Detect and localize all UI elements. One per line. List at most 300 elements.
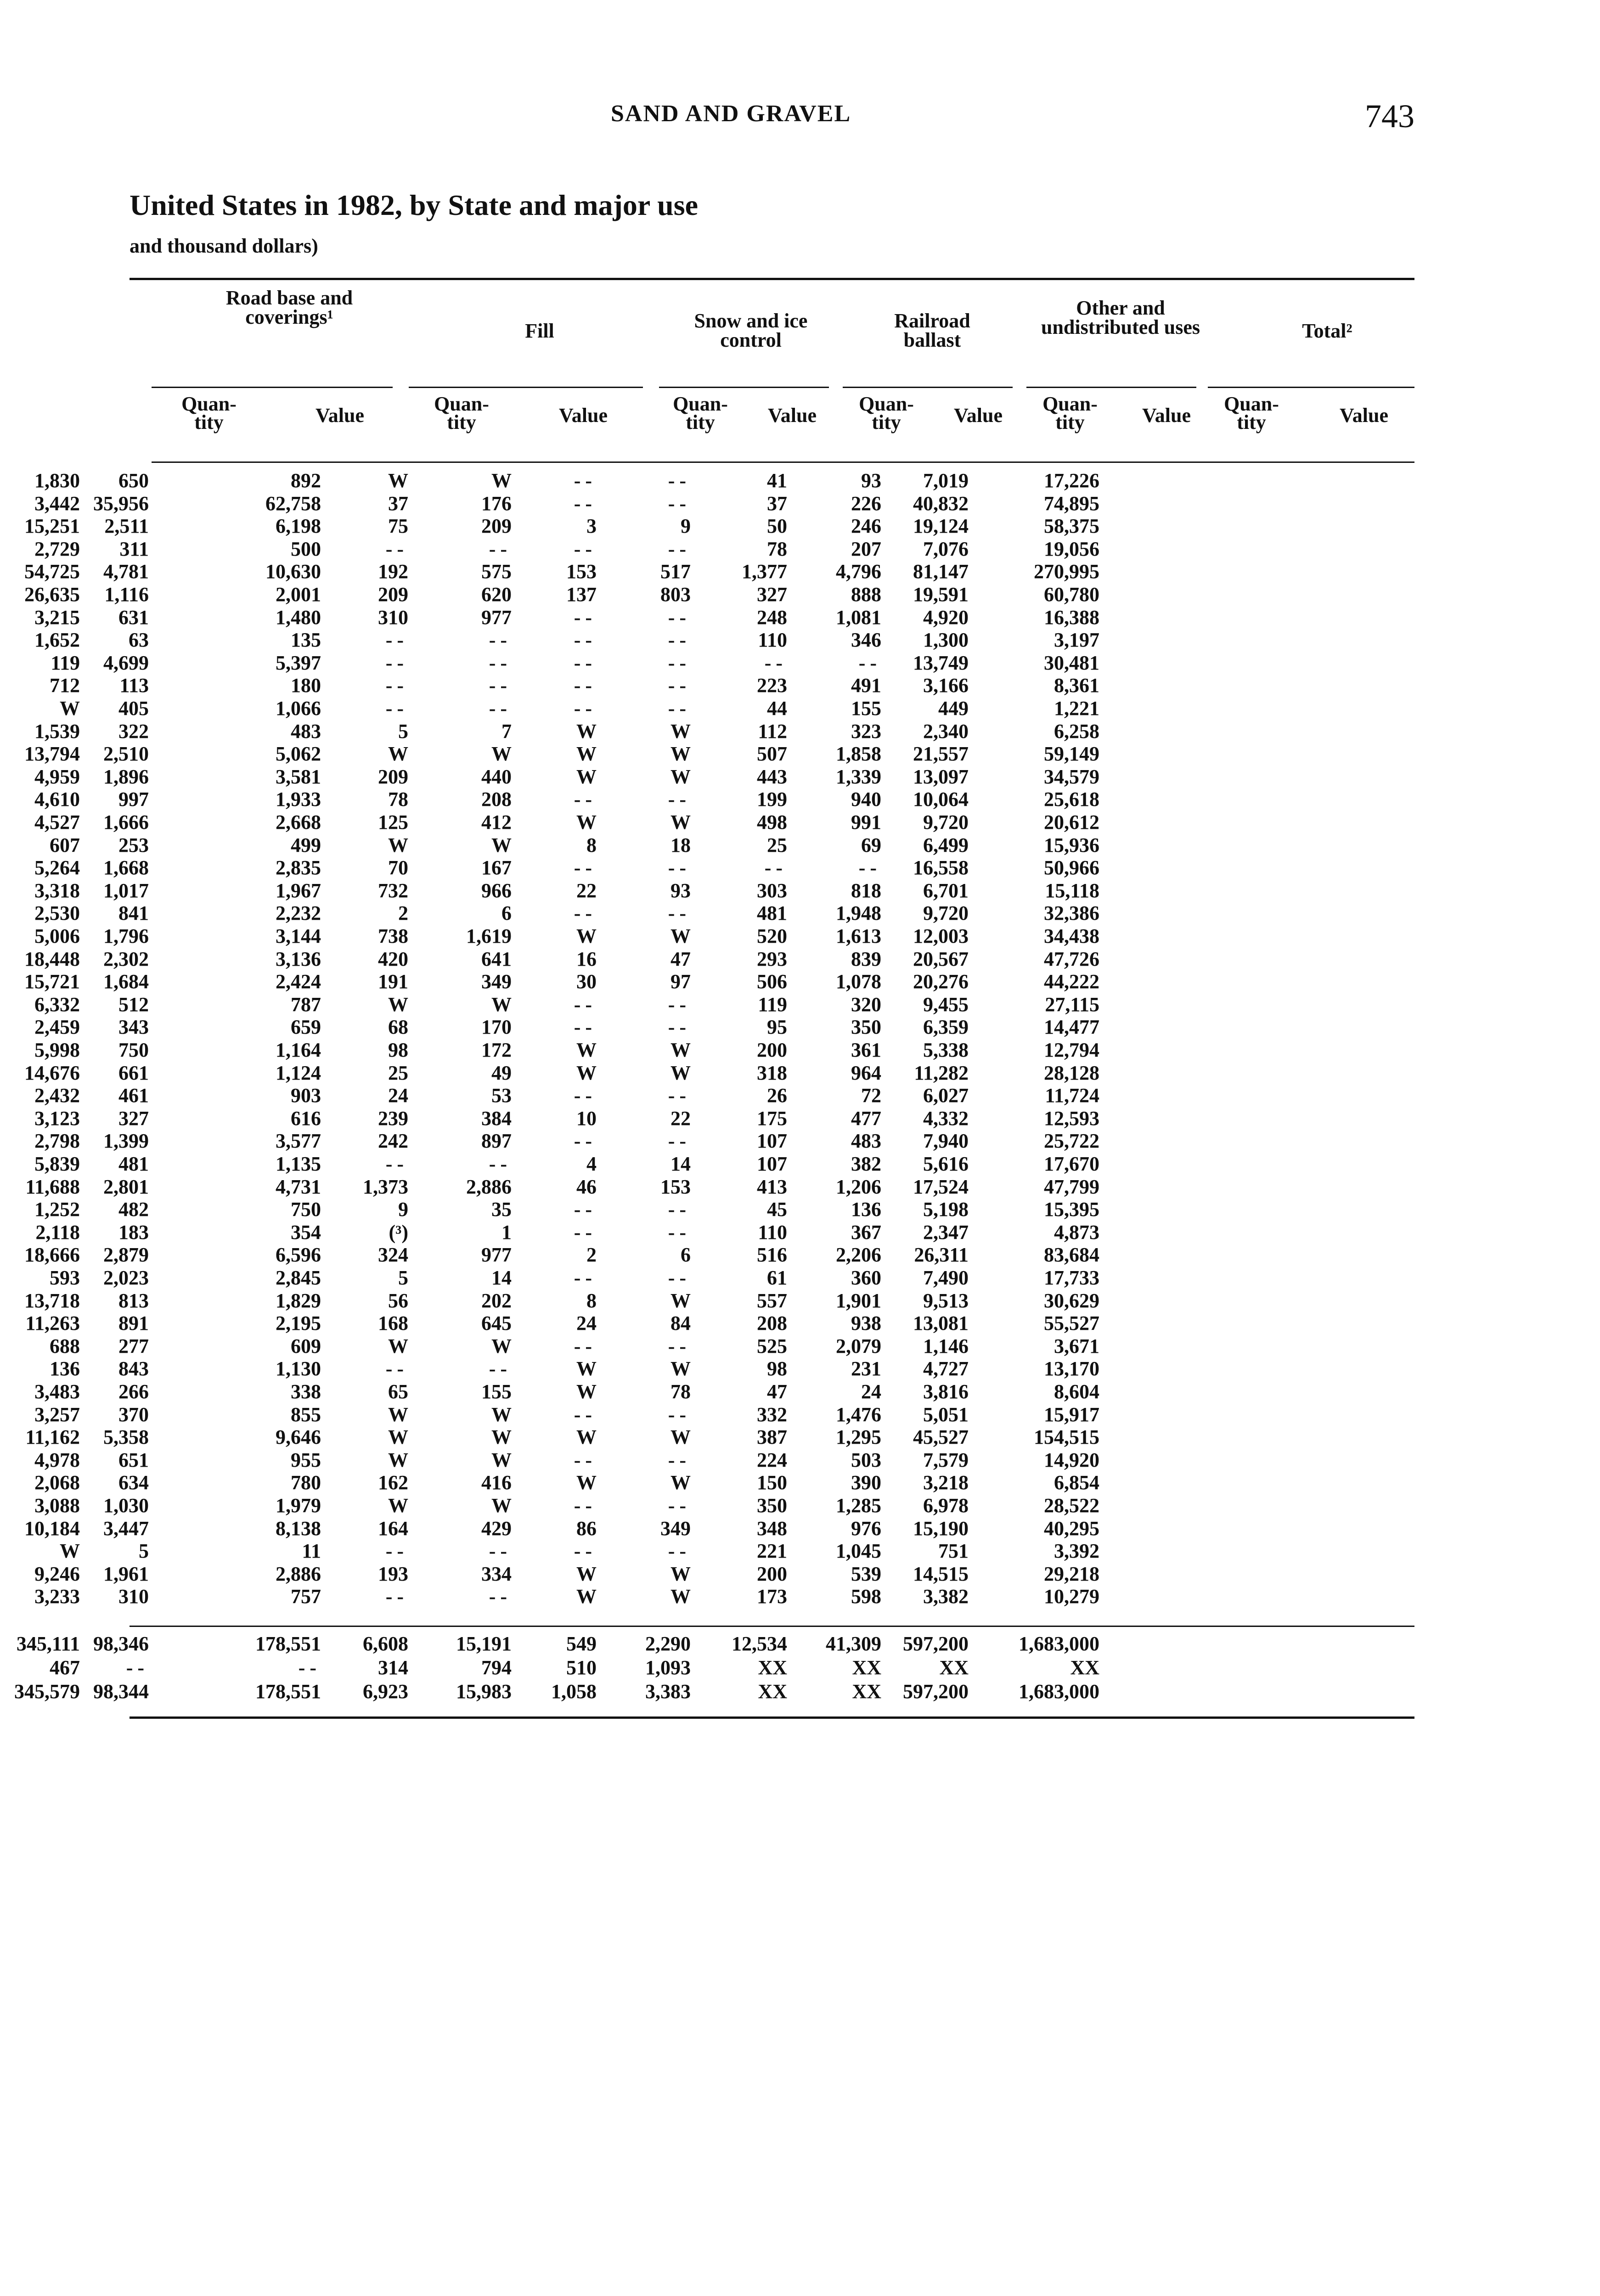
table-cell: 47 [670, 947, 691, 970]
table-cell: 65 [388, 1380, 408, 1403]
table-cell: 136 [851, 1198, 881, 1221]
table-cell: 839 [851, 947, 881, 970]
table-title: United States in 1982, by State and major use [130, 189, 698, 221]
table-cell: 1,796 [103, 925, 149, 947]
table-cell: 539 [851, 1562, 881, 1585]
table-cell: 97 [670, 970, 691, 993]
table-cell: W [576, 811, 597, 833]
table-cell: 246 [851, 515, 881, 538]
table-cell: -- [489, 651, 512, 674]
table-cell: 346 [851, 629, 881, 652]
table-cell: 6,198 [276, 515, 321, 538]
table-cell: 938 [851, 1312, 881, 1335]
table-cell: 361 [851, 1039, 881, 1061]
table-cell: 13,749 [913, 651, 969, 674]
table-cell: 350 [757, 1494, 787, 1517]
table-cell: 997 [118, 788, 149, 811]
table-cell: W [670, 1585, 691, 1608]
table-cell: 483 [851, 1130, 881, 1153]
table-cell: -- [574, 469, 597, 492]
table-cell: 119 [758, 993, 787, 1016]
table-cell: 150 [757, 1471, 787, 1494]
table-row [0, 788, 1285, 810]
table-cell: 1,066 [276, 697, 321, 720]
table-cell: 897 [481, 1130, 512, 1153]
table-cell: 1,135 [276, 1153, 321, 1175]
table-cell: W [388, 1426, 408, 1449]
table-cell: -- [126, 1656, 149, 1679]
table-cell: W [670, 1471, 691, 1494]
table-cell: 382 [851, 1153, 881, 1175]
table-cell: 367 [851, 1221, 881, 1244]
table-cell: 15,190 [913, 1517, 969, 1540]
col-header: Value [1142, 404, 1191, 427]
table-cell: 349 [481, 970, 512, 993]
table-cell: 3,123 [34, 1107, 80, 1130]
table-cell: 29,218 [1044, 1562, 1099, 1585]
table-cell: 477 [851, 1107, 881, 1130]
table-row [0, 1107, 1285, 1130]
table-cell: -- [385, 1357, 408, 1380]
table-cell: 110 [758, 1221, 787, 1244]
table-cell: 17,670 [1044, 1153, 1099, 1175]
table-cell: 3,577 [276, 1130, 321, 1153]
table-cell: 350 [851, 1016, 881, 1039]
table-cell: W [670, 1357, 691, 1380]
table-cell: 191 [378, 970, 408, 993]
group-header-other: Other and undistributed uses [1041, 297, 1200, 338]
table-cell: W [670, 811, 691, 833]
table-cell: 19,591 [913, 583, 969, 606]
table-cell: 15,936 [1044, 833, 1099, 856]
table-cell: W [491, 469, 512, 492]
table-cell: 520 [757, 925, 787, 947]
table-cell: 193 [378, 1562, 408, 1585]
table-cell: 5 [398, 720, 408, 743]
table-cell: 70 [388, 856, 408, 879]
table-cell: 9 [681, 515, 691, 538]
table-cell: 955 [291, 1448, 321, 1471]
table-cell: 46 [576, 1175, 597, 1198]
table-cell: 1,933 [276, 788, 321, 811]
table-cell: 6,258 [1054, 720, 1099, 743]
table-cell: 135 [291, 629, 321, 652]
table-cell: 413 [757, 1175, 787, 1198]
table-cell: 481 [757, 902, 787, 925]
table-cell: 516 [757, 1244, 787, 1266]
table-cell: 609 [291, 1334, 321, 1357]
col-header: Quan-tity [1042, 393, 1098, 433]
table-cell: 324 [378, 1244, 408, 1266]
table-cell: 440 [481, 765, 512, 788]
table-cell: 9,246 [34, 1562, 80, 1585]
table-cell: -- [574, 902, 597, 925]
table-cell: W [670, 1426, 691, 1449]
table-cell: W [576, 1380, 597, 1403]
table-cell: -- [574, 1084, 597, 1107]
table-cell: 966 [481, 879, 512, 902]
table-cell: W [60, 1540, 80, 1563]
group-rule [659, 387, 829, 388]
table-cell: 84 [670, 1312, 691, 1335]
table-cell: 20,612 [1044, 811, 1099, 833]
table-cell: 977 [481, 1244, 512, 1266]
table-cell: 3,257 [34, 1403, 80, 1426]
table-cell: W [491, 833, 512, 856]
table-cell: 113 [119, 674, 149, 697]
table-cell: 5,338 [923, 1039, 969, 1061]
table-cell: W [670, 1562, 691, 1585]
table-cell: 1,017 [103, 879, 149, 902]
table-cell: 750 [118, 1039, 149, 1061]
table-cell: 41,309 [826, 1632, 881, 1655]
table-cell: 37 [388, 492, 408, 515]
table-cell: 390 [851, 1471, 881, 1494]
table-cell: 892 [291, 469, 321, 492]
table-cell: (³) [389, 1221, 408, 1244]
table-cell: 1,829 [276, 1289, 321, 1312]
table-cell: 8,361 [1054, 674, 1099, 697]
table-cell: 6,596 [276, 1244, 321, 1266]
table-cell: 334 [481, 1562, 512, 1585]
table-cell: XX [758, 1656, 787, 1679]
table-cell: 3,383 [645, 1680, 691, 1703]
table-cell: -- [489, 1540, 512, 1563]
table-cell: 11,162 [25, 1426, 80, 1449]
table-cell: W [388, 993, 408, 1016]
table-cell: 310 [118, 1585, 149, 1608]
table-cell: 1,045 [836, 1540, 881, 1563]
table-cell: 12,794 [1044, 1039, 1099, 1061]
table-cell: 661 [118, 1061, 149, 1084]
table-cell: 28,128 [1044, 1061, 1099, 1084]
table-row [0, 1403, 1285, 1426]
table-cell: 3 [586, 515, 597, 538]
table-cell: -- [764, 856, 787, 879]
table-cell: 310 [378, 606, 408, 629]
table-cell: 15,983 [456, 1680, 512, 1703]
table-cell: 4,527 [34, 811, 80, 833]
table-cell: -- [574, 674, 597, 697]
col-header: Quan-tity [181, 393, 237, 433]
table-cell: 449 [938, 697, 969, 720]
table-cell: -- [668, 1016, 691, 1039]
table-cell: 175 [757, 1107, 787, 1130]
table-cell: W [576, 720, 597, 743]
group-rule [1208, 387, 1414, 388]
table-cell: 155 [851, 697, 881, 720]
table-cell: 30,481 [1044, 651, 1099, 674]
table-cell: 172 [481, 1039, 512, 1061]
table-cell: 72 [861, 1084, 881, 1107]
table-row [0, 652, 1285, 674]
table-cell: 843 [118, 1357, 149, 1380]
table-row [0, 811, 1285, 833]
table-cell: 11 [302, 1540, 321, 1563]
table-cell: 2,068 [34, 1471, 80, 1494]
table-cell: -- [668, 674, 691, 697]
table-cell: 1,081 [836, 606, 881, 629]
table-cell: 818 [851, 879, 881, 902]
table-cell: 136 [50, 1357, 80, 1380]
table-cell: 7,076 [923, 537, 969, 560]
table-cell: 199 [757, 788, 787, 811]
table-cell: 98 [388, 1039, 408, 1061]
table-cell: 1,116 [104, 583, 149, 606]
table-cell: -- [574, 606, 597, 629]
table-cell: 3,144 [276, 925, 321, 947]
table-cell: 35 [491, 1198, 512, 1221]
table-cell: -- [668, 469, 691, 492]
table-cell: 2,424 [276, 970, 321, 993]
table-cell: 659 [291, 1016, 321, 1039]
table-cell: 2,668 [276, 811, 321, 833]
table-cell: 991 [851, 811, 881, 833]
table-cell: 4,731 [276, 1175, 321, 1198]
table-cell: -- [574, 993, 597, 1016]
table-cell: 30 [576, 970, 597, 993]
table-cell: 757 [291, 1585, 321, 1608]
group-header-fill: Fill [525, 320, 554, 342]
table-cell: W [491, 1494, 512, 1517]
table-cell: 4,699 [103, 651, 149, 674]
table-row [0, 834, 1285, 856]
table-cell: 1,295 [836, 1426, 881, 1449]
table-subtitle: and thousand dollars) [130, 235, 318, 257]
table-cell: 208 [481, 788, 512, 811]
table-cell: 1,078 [836, 970, 881, 993]
table-cell: 10 [576, 1107, 597, 1130]
table-row [0, 1084, 1285, 1107]
table-cell: 3,233 [34, 1585, 80, 1608]
table-cell: 5,198 [923, 1198, 969, 1221]
table-cell: -- [668, 1403, 691, 1426]
table-cell: 384 [481, 1107, 512, 1130]
table-cell: 500 [291, 537, 321, 560]
table-cell: 15,118 [1045, 879, 1099, 902]
table-cell: 345,111 [16, 1632, 80, 1655]
table-cell: -- [574, 1130, 597, 1153]
table-cell: 8,604 [1054, 1380, 1099, 1403]
table-cell: 416 [481, 1471, 512, 1494]
table-cell: 2,290 [645, 1632, 691, 1655]
table-cell: W [576, 925, 597, 947]
table-cell: 794 [481, 1656, 512, 1679]
table-cell: 1,399 [103, 1130, 149, 1153]
table-cell: 7,940 [923, 1130, 969, 1153]
table-cell: 9,720 [923, 811, 969, 833]
table-cell: 1,961 [103, 1562, 149, 1585]
table-cell: 60,780 [1044, 583, 1099, 606]
table-cell: 855 [291, 1403, 321, 1426]
table-row [0, 1198, 1285, 1221]
table-cell: 25 [388, 1061, 408, 1084]
table-cell: 327 [118, 1107, 149, 1130]
table-cell: 59,149 [1044, 743, 1099, 765]
table-cell: 1,858 [836, 743, 881, 765]
table-cell: W [576, 1039, 597, 1061]
table-cell: 3,218 [923, 1471, 969, 1494]
table-row [0, 925, 1285, 947]
table-cell: 9,455 [923, 993, 969, 1016]
table-cell: 354 [291, 1221, 321, 1244]
table-cell: 10,279 [1044, 1585, 1099, 1608]
table-cell: 4,959 [34, 765, 80, 788]
table-cell: 2,001 [276, 583, 321, 606]
table-cell: -- [574, 537, 597, 560]
table-cell: 24 [388, 1084, 408, 1107]
table-cell: 11,282 [914, 1061, 969, 1084]
table-cell: 224 [757, 1448, 787, 1471]
table-cell: 9 [398, 1198, 408, 1221]
table-cell: 50 [767, 515, 787, 538]
table-cell: W [491, 993, 512, 1016]
table-cell: 107 [757, 1153, 787, 1175]
header-rule [152, 461, 1414, 463]
table-cell: 4,978 [34, 1448, 80, 1471]
table-cell: 62,758 [265, 492, 321, 515]
table-cell: 549 [566, 1632, 597, 1655]
table-cell: -- [574, 629, 597, 652]
table-cell: 10,064 [913, 788, 969, 811]
table-cell: 3,215 [34, 606, 80, 629]
table-row [0, 1449, 1285, 1471]
table-cell: 1,300 [923, 629, 969, 652]
table-cell: -- [385, 1540, 408, 1563]
table-cell: 323 [851, 720, 881, 743]
table-cell: 178,551 [255, 1632, 321, 1655]
table-cell: W [670, 1039, 691, 1061]
col-header: Quan-tity [673, 393, 728, 433]
table-cell: 45 [767, 1198, 787, 1221]
table-cell: 634 [118, 1471, 149, 1494]
table-cell: 2,510 [103, 743, 149, 765]
table-cell: 17,226 [1044, 469, 1099, 492]
table-cell: 19,124 [913, 515, 969, 538]
table-cell: -- [574, 1266, 597, 1289]
table-row [0, 1130, 1285, 1152]
table-cell: -- [668, 537, 691, 560]
table-cell: 22 [670, 1107, 691, 1130]
table-cell: 26,311 [914, 1244, 969, 1266]
table-cell: 47,799 [1044, 1175, 1099, 1198]
table-cell: 1,480 [276, 606, 321, 629]
table-cell: 93 [861, 469, 881, 492]
table-cell: 1,476 [836, 1403, 881, 1426]
table-cell: 41 [767, 469, 787, 492]
table-row [0, 1540, 1285, 1562]
table-cell: 420 [378, 947, 408, 970]
table-cell: 40,295 [1044, 1517, 1099, 1540]
table-cell: 155 [481, 1380, 512, 1403]
table-cell: 6,499 [923, 833, 969, 856]
table-cell: 170 [481, 1016, 512, 1039]
table-cell: 512 [118, 993, 149, 1016]
table-cell: 338 [291, 1380, 321, 1403]
table-cell: 4,781 [103, 560, 149, 583]
table-cell: 964 [851, 1061, 881, 1084]
table-row [0, 1585, 1285, 1608]
table-cell: 5,998 [34, 1039, 80, 1061]
table-cell: -- [858, 856, 881, 879]
table-cell: -- [489, 1153, 512, 1175]
table-cell: W [576, 1471, 597, 1494]
table-cell: 2 [586, 1244, 597, 1266]
table-cell: 4,796 [836, 560, 881, 583]
col-header: Quan-tity [434, 393, 489, 433]
table-cell: W [576, 1426, 597, 1449]
table-cell: 1,683,000 [1019, 1680, 1099, 1703]
table-cell: 2,195 [276, 1312, 321, 1335]
table-cell: 5,397 [276, 651, 321, 674]
table-cell: 78 [767, 537, 787, 560]
table-cell: -- [385, 1153, 408, 1175]
col-header: Quan-tity [1224, 393, 1279, 433]
table-row [0, 720, 1285, 743]
table-cell: W [388, 1448, 408, 1471]
table-cell: 977 [481, 606, 512, 629]
table-cell: 27,115 [1045, 993, 1099, 1016]
table-cell: 110 [758, 629, 787, 652]
table-cell: 525 [757, 1334, 787, 1357]
table-cell: W [576, 765, 597, 788]
group-rule [1026, 387, 1196, 388]
table-cell: 343 [118, 1016, 149, 1039]
table-cell: XX [758, 1680, 787, 1703]
table-cell: 167 [481, 856, 512, 879]
table-cell: 4,727 [923, 1357, 969, 1380]
table-cell: 2,118 [35, 1221, 80, 1244]
table-cell: -- [668, 1130, 691, 1153]
table-cell: 18,448 [24, 947, 80, 970]
table-cell: -- [858, 651, 881, 674]
table-cell: 2,206 [836, 1244, 881, 1266]
table-cell: 13,794 [24, 743, 80, 765]
table-cell: 2,302 [103, 947, 149, 970]
table-cell: -- [574, 492, 597, 515]
table-cell: 598 [851, 1585, 881, 1608]
table-cell: 631 [118, 606, 149, 629]
table-row [0, 1380, 1285, 1403]
page-header [0, 100, 1600, 137]
table-cell: 7,019 [923, 469, 969, 492]
table-cell: 16,558 [913, 856, 969, 879]
table-cell: 12,003 [913, 925, 969, 947]
table-cell: W [670, 1289, 691, 1312]
table-row [0, 560, 1285, 583]
table-cell: 348 [757, 1517, 787, 1540]
table-cell: 21,557 [913, 743, 969, 765]
table-cell: 223 [757, 674, 787, 697]
table-row [0, 1244, 1285, 1266]
table-row [0, 1039, 1285, 1061]
table-cell: 320 [851, 993, 881, 1016]
table-row [0, 856, 1285, 879]
table-cell: 4,873 [1054, 1221, 1099, 1244]
table-row [0, 1471, 1285, 1494]
table-cell: 25,722 [1044, 1130, 1099, 1153]
table-cell: 3,197 [1054, 629, 1099, 652]
table-cell: 18 [670, 833, 691, 856]
table-cell: -- [574, 856, 597, 879]
table-cell: -- [668, 993, 691, 1016]
table-cell: 24 [576, 1312, 597, 1335]
col-header: Value [1340, 404, 1388, 427]
table-cell: 153 [660, 1175, 691, 1198]
table-row [0, 879, 1285, 902]
table-cell: -- [385, 674, 408, 697]
table-cell: 2,886 [466, 1175, 512, 1198]
